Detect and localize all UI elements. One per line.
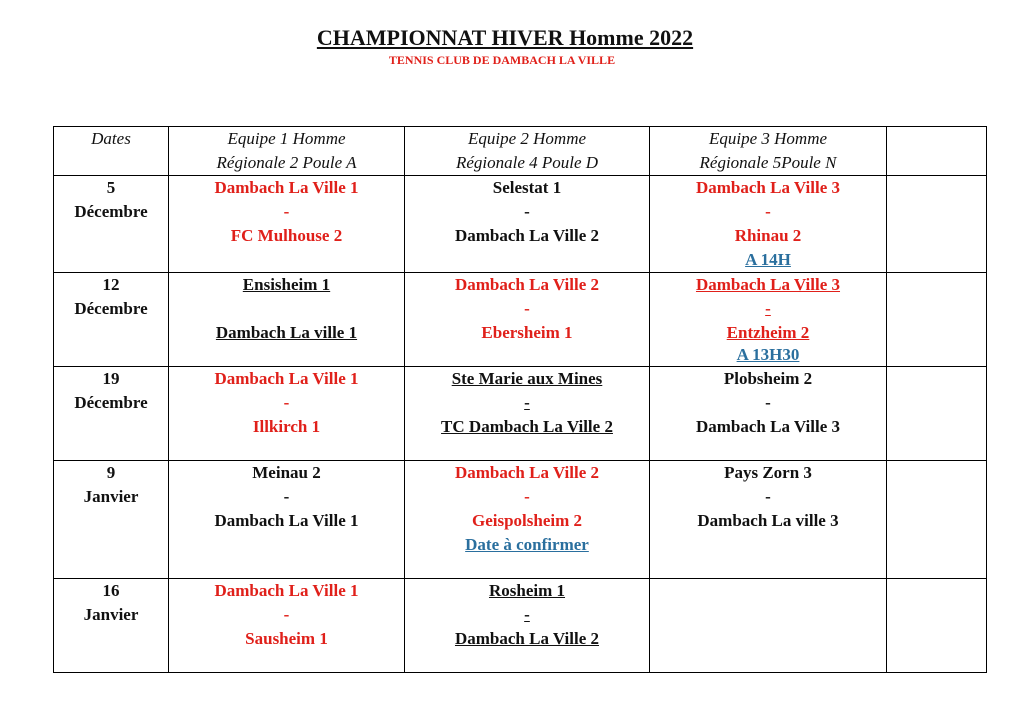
match-time: A 13H30 [736, 345, 800, 364]
match-cell: Dambach La Ville 3 - Rhinau 2 A 14H [650, 176, 887, 273]
match-cell: Plobsheim 2 - Dambach La Ville 3 [650, 367, 887, 461]
table-row [54, 273, 987, 367]
header-equipe-3: Equipe 3 Homme Régionale 5Poule N [650, 127, 887, 176]
match-cell: Rosheim 1 - Dambach La Ville 2 [405, 579, 650, 673]
empty-cell [887, 579, 987, 673]
date-cell: 16 Janvier [54, 579, 169, 673]
table-row [54, 579, 987, 673]
match-cell: Dambach La Ville 1 - Sausheim 1 [169, 579, 405, 673]
date-cell: 9 Janvier [54, 461, 169, 579]
match-cell: Ensisheim 1 Dambach La ville 1 [169, 273, 405, 367]
empty-cell [887, 367, 987, 461]
match-time: A 14H [745, 250, 791, 269]
page-subtitle: TENNIS CLUB DE DAMBACH LA VILLE [388, 53, 616, 67]
match-cell: Dambach La Ville 2 - Geispolsheim 2 Date à confirmer [405, 461, 650, 579]
header-empty [887, 127, 987, 176]
date-cell: 12 Décembre [54, 273, 169, 367]
table-row [54, 367, 987, 461]
header-dates: Dates [54, 127, 169, 176]
match-cell: Ste Marie aux Mines - TC Dambach La Ville 2 [405, 367, 650, 461]
date-cell: 19 Décembre [54, 367, 169, 461]
match-cell: Selestat 1 - Dambach La Ville 2 [405, 176, 650, 273]
match-cell: Pays Zorn 3 - Dambach La ville 3 [650, 461, 887, 579]
match-cell: Dambach La Ville 2 - Ebersheim 1 [405, 273, 650, 367]
date-note: Date à confirmer [465, 535, 589, 554]
empty-cell [887, 273, 987, 367]
table-row [54, 461, 987, 579]
match-cell: Meinau 2 - Dambach La Ville 1 [169, 461, 405, 579]
page-title: CHAMPIONNAT HIVER Homme 2022 [316, 25, 694, 50]
header-row [54, 127, 987, 176]
schedule-table [53, 126, 987, 673]
date-cell: 5 Décembre [54, 176, 169, 273]
empty-cell [887, 461, 987, 579]
match-cell: Dambach La Ville 1 - Illkirch 1 [169, 367, 405, 461]
empty-cell [650, 579, 887, 673]
match-cell: Dambach La Ville 1 - FC Mulhouse 2 [169, 176, 405, 273]
empty-cell [887, 176, 987, 273]
header-equipe-1: Equipe 1 Homme Régionale 2 Poule A [169, 127, 405, 176]
match-cell: Dambach La Ville 3 - Entzheim 2 A 13H30 [650, 273, 887, 367]
table-row [54, 176, 987, 273]
header-equipe-2: Equipe 2 Homme Régionale 4 Poule D [405, 127, 650, 176]
